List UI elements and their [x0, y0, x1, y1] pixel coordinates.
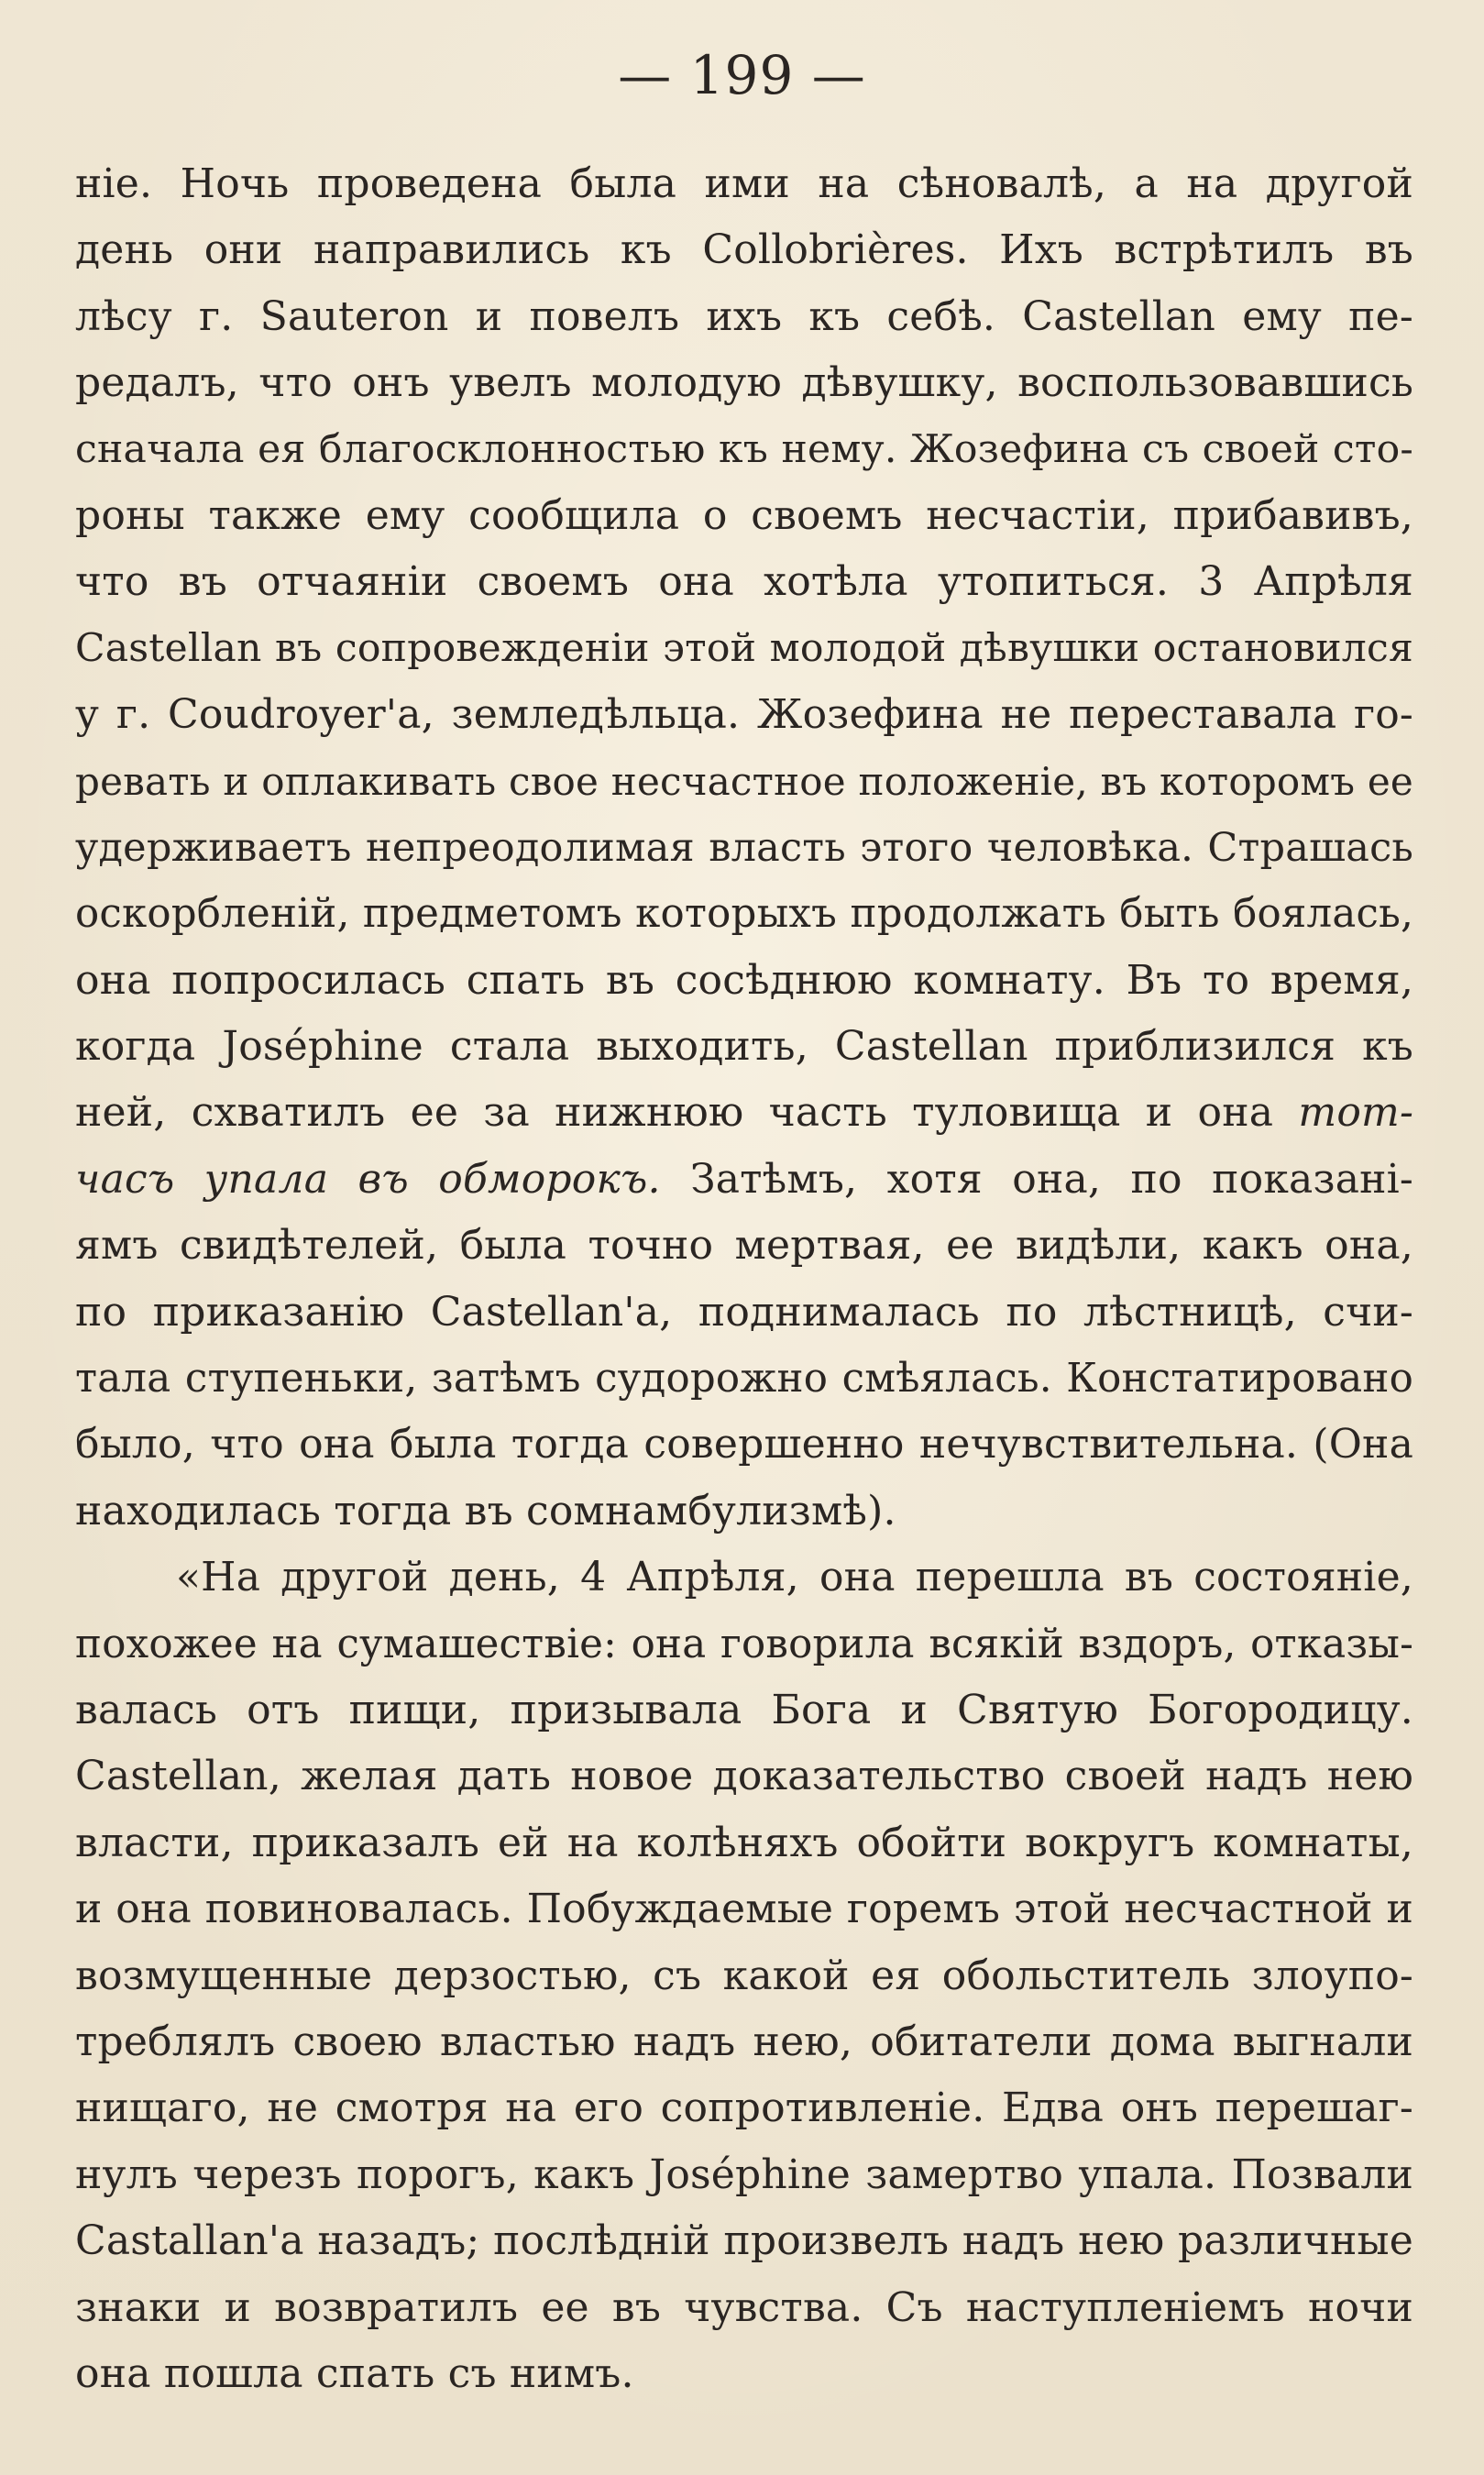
text-line: было, что она была тогда совершенно нечувствительна. (Она: [75, 1421, 1413, 1468]
text-line: когда Joséphine стала выходить, Castellan приблизился къ: [75, 1023, 1413, 1071]
text-line: сначала ея благосклонностью къ нему. Жозефина съ своей сто-: [75, 426, 1413, 472]
text-line: она пошла спать съ нимъ.: [75, 2349, 634, 2397]
text-line: день они направились къ Collobrières. Ихъ встрѣтилъ въ: [75, 226, 1413, 274]
text-line: нищаго, не смотря на его сопротивленіе. Едва онъ перешаг-: [75, 2084, 1413, 2132]
text-line: Castellan, желая дать новое доказательство своей надъ нею: [75, 1753, 1413, 1800]
text-line: находилась тогда въ сомнамбулизмѣ).: [75, 1487, 896, 1534]
text-line: редалъ, что онъ увелъ молодую дѣвушку, воспользовавшись: [75, 359, 1413, 407]
text-line: лѣсу г. Sauteron и повелъ ихъ къ себѣ. Castellan ему пе-: [75, 292, 1413, 340]
text-line: похожее на сумашествіе: она говорила всякій вздоръ, отказы-: [75, 1621, 1413, 1667]
text-line: треблялъ своею властью надъ нею, обитатели дома выгнали: [75, 2018, 1413, 2065]
text-line: ямъ свидѣтелей, была точно мертвая, ее видѣли, какъ она,: [75, 1222, 1413, 1270]
text-segment: ней, схватилъ ее за нижнюю часть туловища и она: [75, 1089, 1274, 1137]
text-line: и она повиновалась. Побуждаемые горемъ этой несчастной и: [75, 1886, 1413, 1933]
italic-text: часъ упала въ обморокъ.: [75, 1155, 661, 1203]
italic-text: тот-: [1298, 1089, 1414, 1137]
text-line: «На другой день, 4 Апрѣля, она перешла въ состояніе,: [176, 1554, 1413, 1601]
text-line-with-italic: [75, 1080, 1413, 1146]
text-line: у г. Coudroyer'а, земледѣльца. Жозефина не переставала го-: [75, 691, 1413, 739]
text-line: ніе. Ночь проведена была ими на сѣновалѣ, а на другой: [75, 160, 1413, 207]
text-line: ревать и оплакивать свое несчастное положеніе, въ которомъ ее: [75, 758, 1413, 804]
text-line: возмущенные дерзостью, съ какой ея обольститель злоупо-: [75, 1952, 1413, 1999]
text-line: знаки и возвратилъ ее въ чувства. Съ наступленіемъ ночи: [75, 2283, 1413, 2331]
text-segment: Затѣмъ, хотя она, по показані-: [690, 1155, 1413, 1203]
text-line-with-italic: [75, 1147, 1413, 1213]
text-line: Castellan въ сопровежденіи этой молодой дѣвушки остановился: [75, 625, 1413, 671]
text-line: оскорбленій, предметомъ которыхъ продолжать быть боялась,: [75, 891, 1413, 938]
text-line: Castallan'а назадъ; послѣдній произвелъ надъ нею различные: [75, 2217, 1413, 2265]
text-line: что въ отчаяніи своемъ она хотѣла утопиться. 3 Апрѣля: [75, 558, 1413, 606]
text-line: власти, приказалъ ей на колѣняхъ обойти вокругъ комнаты,: [75, 1819, 1413, 1866]
text-line: удерживаетъ непреодолимая власть этого человѣка. Страшась: [75, 824, 1413, 871]
text-line: валась отъ пищи, призывала Бога и Святую Богородицу.: [75, 1686, 1413, 1733]
text-line: нулъ черезъ порогъ, какъ Joséphine замертво упала. Позвали: [75, 2150, 1413, 2198]
page-number: — 199 —: [618, 44, 866, 106]
text-line: тала ступеньки, затѣмъ судорожно смѣялась. Констатировано: [75, 1356, 1413, 1402]
text-line: по приказанію Castellan'а, поднималась по лѣстницѣ, счи-: [75, 1288, 1413, 1336]
text-line: она попросилась спать въ сосѣднюю комнату. Въ то время,: [75, 956, 1413, 1004]
body-text: [75, 151, 1413, 2407]
text-line: роны также ему сообщила о своемъ несчастіи, прибавивъ,: [75, 491, 1413, 539]
